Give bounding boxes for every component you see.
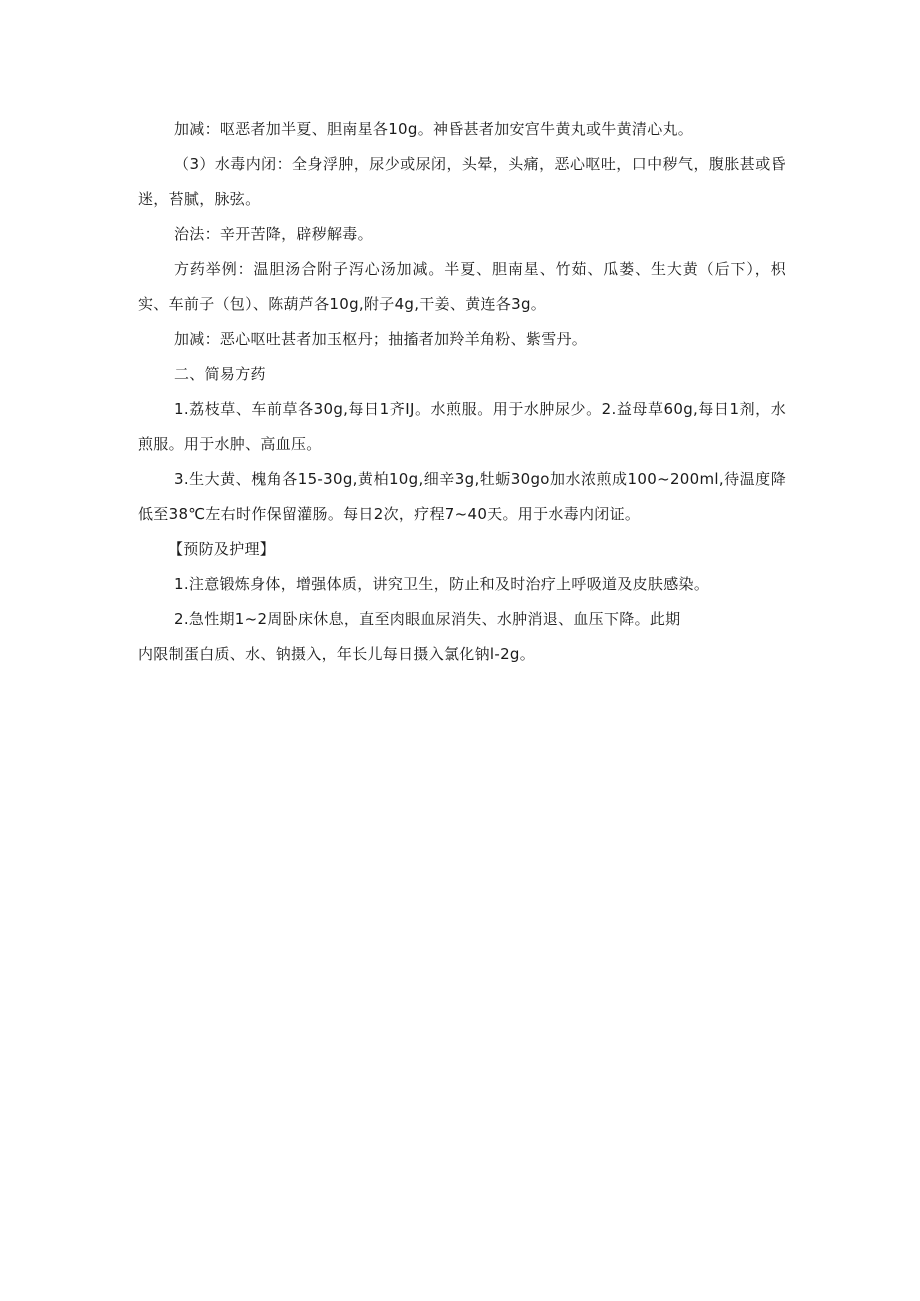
- paragraph-prevention-1: 1.注意锻炼身体，增强体质，讲究卫生，防止和及时治疗上呼吸道及皮肤感染。: [174, 575, 710, 593]
- paragraph-prevention-2: [138, 602, 786, 672]
- section-heading-prevention-care: 【预防及护理】: [168, 540, 276, 558]
- paragraph-prevention-2-line-1: 2.急性期1~2周卧床休息，直至肉眼血尿消失、水肿消退、血压下降。此期: [174, 610, 681, 628]
- section-heading-simple-prescriptions: 二、简易方药: [174, 365, 266, 383]
- paragraph-prevention-2-line-2: 内限制蛋白质、水、钠摄入，年长儿每日摄入氯化钠l-2g。: [138, 645, 536, 663]
- document-body: [138, 112, 786, 672]
- paragraph-water-toxin: （3）水毒内闭：全身浮肿，尿少或尿闭，头晕，头痛，恶心呕吐，口中秽气，腹胀甚或昏迷，苔腻，脉弦。: [138, 155, 786, 208]
- paragraph-modification-1: 加减：呕恶者加半夏、胆南星各10g。神昏甚者加安宫牛黄丸或牛黄清心丸。: [174, 120, 694, 138]
- paragraph-simple-prescription-3: 3.生大黄、槐角各15-30g,黄柏10g,细辛3g,牡蛎30go加水浓煎成100~200ml,待温度降低至38℃左右时作保留灌肠。每日2次，疗程7~40天。用于水毒内闭证。: [138, 470, 786, 523]
- paragraph-prescription-example: 方药举例：温胆汤合附子泻心汤加减。半夏、胆南星、竹茹、瓜蒌、生大黄（后下），枳实、车前子（包）、陈葫芦各10g,附子4g,干姜、黄连各3g。: [138, 260, 786, 313]
- paragraph-modification-2: 加减：恶心呕吐甚者加玉枢丹；抽搐者加羚羊角粉、紫雪丹。: [174, 330, 588, 348]
- paragraph-simple-prescription-1-2: 1.荔枝草、车前草各30g,每日1齐IJ。水煎服。用于水肿尿少。2.益母草60g,每日1剂，水煎服。用于水肿、高血压。: [138, 400, 786, 453]
- paragraph-treatment-method: 治法：辛开苦降，辟秽解毒。: [174, 225, 373, 243]
